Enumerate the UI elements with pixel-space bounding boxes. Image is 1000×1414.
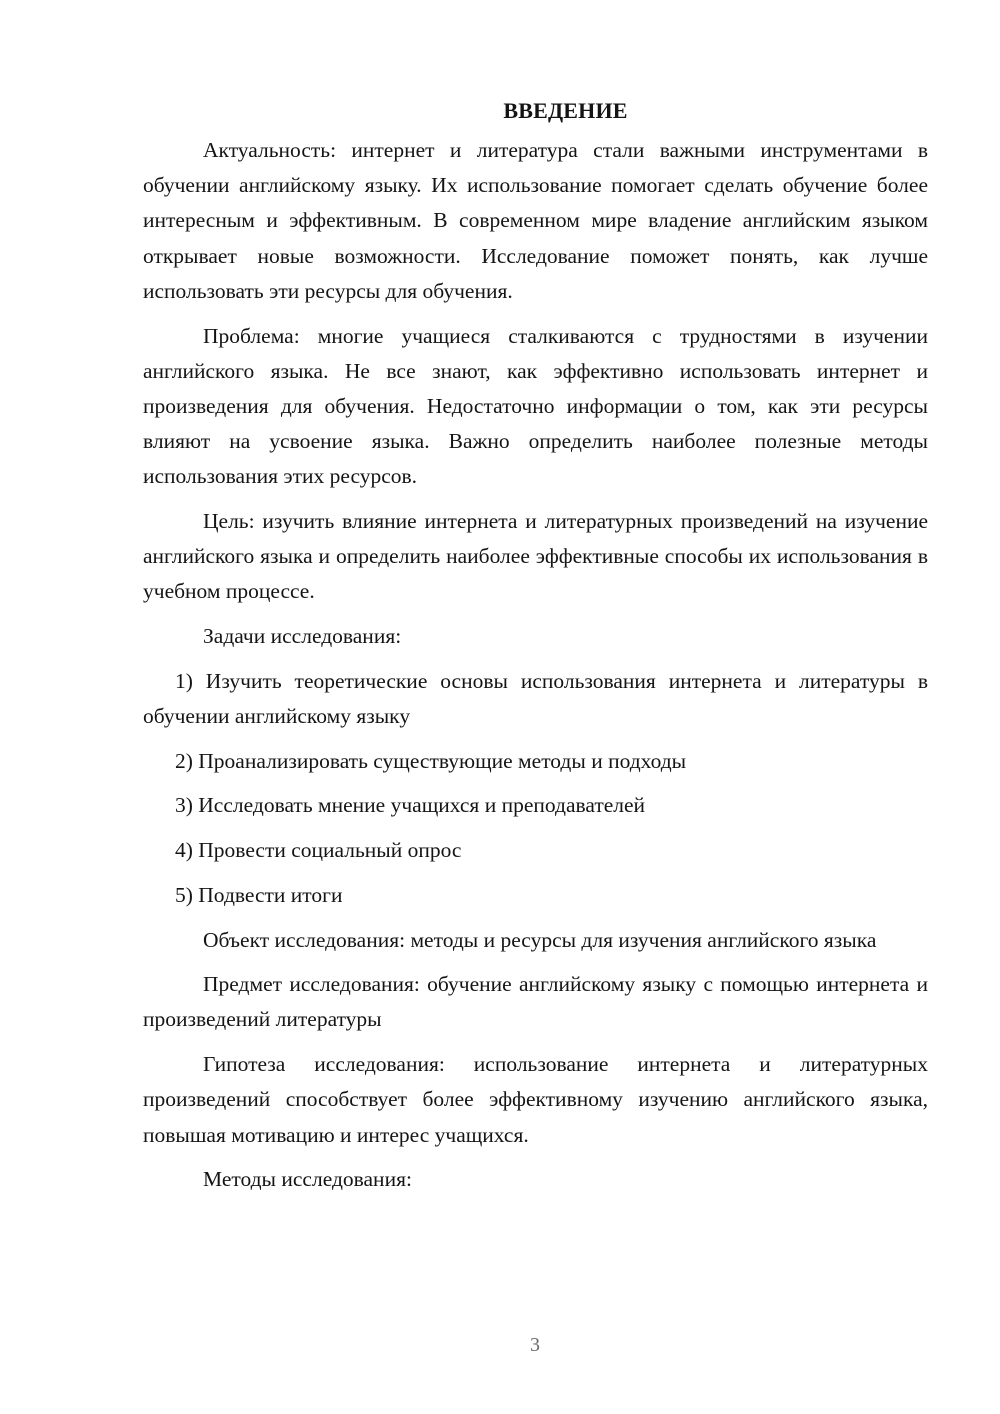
methods-paragraph: Методы исследования: bbox=[203, 1167, 412, 1192]
section-heading: ВВЕДЕНИЕ bbox=[503, 98, 628, 123]
page-number: 3 bbox=[530, 1334, 540, 1356]
task-item-5: 5) Подвести итоги bbox=[175, 882, 343, 907]
object-paragraph: Объект исследования: методы и ресурсы для изучения английского языка bbox=[203, 927, 877, 952]
task-item-3: 3) Исследовать мнение учащихся и преподавателей bbox=[175, 793, 646, 818]
hypothesis-paragraph: Гипотеза исследования: использование интернета и литературных произведений способствует более эффективному изучению английского языка, повышая мотивацию и интерес учащихся. bbox=[143, 1052, 928, 1147]
tasks-title: Задачи исследования: bbox=[203, 624, 402, 649]
task-item-4: 4) Провести социальный опрос bbox=[175, 838, 462, 863]
task-item-2: 2) Проанализировать существующие методы и подходы bbox=[175, 748, 687, 773]
goal-paragraph: Цель: изучить влияние интернета и литературных произведений на изучение английского языка и определить наиболее эффективные способы их использования в учебном процессе. bbox=[143, 509, 928, 604]
subject-paragraph: Предмет исследования: обучение английскому языку с помощью интернета и произведений литературы bbox=[143, 972, 928, 1032]
problem-paragraph: Проблема: многие учащиеся сталкиваются с трудностями в изучении английского языка. Не все знают, как эффективно использовать интернет и произведения для обучения. Недостаточно информации о том, как эти ресурсы влияют на усвоение языка. Важно определить наиболее полезные методы использования этих ресурсов. bbox=[143, 323, 928, 489]
task-item-1: 1) Изучить теоретические основы использования интернета и литературы в обучении английскому языку bbox=[143, 668, 928, 729]
document-page bbox=[143, 93, 928, 1207]
relevance-paragraph: Актуальность: интернет и литература стали важными инструментами в обучении английскому языку. Их использование помогает сделать обучение более интересным и эффективным. В современном мире владение английским языком открывает новые возможности. Исследование поможет понять, как лучше использовать эти ресурсы для обучения. bbox=[143, 138, 928, 303]
